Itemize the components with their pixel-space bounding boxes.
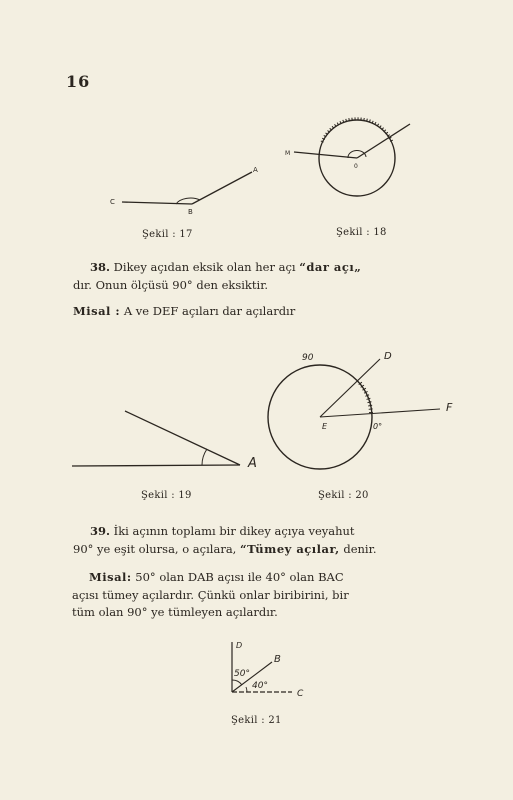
f17-label-b: B — [188, 208, 193, 216]
f20-label-0: 0° — [373, 422, 383, 431]
figure-18 — [282, 108, 432, 208]
f20-label-90: 90 — [302, 353, 314, 363]
example-2-label: Misal: — [89, 570, 132, 584]
f17-label-a: A — [253, 166, 258, 174]
figure-19 — [70, 405, 270, 475]
section-38-line1: Dikey açıdan eksik olan her açı — [113, 260, 296, 274]
figure-21 — [222, 636, 322, 706]
f21-label-b: B — [274, 654, 281, 665]
example-2 — [72, 569, 460, 622]
f21-label-c: C — [297, 689, 304, 699]
term-dar-aci: “dar açı„ — [299, 260, 362, 274]
example-2-line1: 50° olan DAB açısı ile 40° olan BAC — [135, 570, 344, 584]
f20-label-d: D — [384, 351, 392, 362]
f20-label-e: E — [322, 422, 328, 431]
example-1-text: A ve DEF açıları dar açılardır — [123, 304, 296, 318]
f20-label-f: F — [446, 401, 453, 414]
term-tumey-acilar: “Tümey açılar, — [240, 541, 340, 556]
example-1 — [73, 303, 443, 321]
figure-20-caption: Şekil : 20 — [318, 490, 369, 501]
section-38-line2: dır. Onun ölçüsü 90° den eksiktir. — [73, 277, 269, 292]
f19-label-a: A — [248, 456, 257, 471]
example-2-line3: tüm olan 90° ye tümleyen açılardır. — [72, 605, 278, 619]
f21-label-50: 50° — [234, 669, 250, 679]
paragraph-39 — [73, 523, 462, 558]
f21-label-40: 40° — [252, 681, 268, 691]
figure-20 — [260, 345, 470, 475]
paragraph-38 — [73, 259, 460, 294]
section-number-38: 38. — [90, 260, 111, 274]
example-2-line2: açısı tümey açılardır. Çünkü onlar biribirini, bir — [72, 587, 349, 602]
section-39-line2b: denir. — [343, 541, 377, 556]
example-1-label: Misal : — [73, 304, 121, 318]
figure-18-caption: Şekil : 18 — [336, 227, 387, 238]
f21-label-d: D — [236, 641, 243, 650]
section-39-line1: İki açının toplamı bir dikey açıya veyahut — [113, 524, 355, 538]
page-number: 16 — [66, 72, 91, 91]
figure-17-caption: Şekil : 17 — [142, 229, 193, 240]
section-39-line2a: 90° ye eşit olursa, o açılara, — [73, 541, 237, 556]
section-number-39: 39. — [90, 524, 111, 538]
figure-19-caption: Şekil : 19 — [141, 490, 192, 501]
f18-label-m: M — [285, 150, 291, 157]
figure-17 — [110, 160, 270, 220]
figure-21-caption: Şekil : 21 — [231, 715, 282, 726]
f17-label-c: C — [110, 198, 115, 206]
f18-label-o: 0 — [354, 163, 358, 170]
